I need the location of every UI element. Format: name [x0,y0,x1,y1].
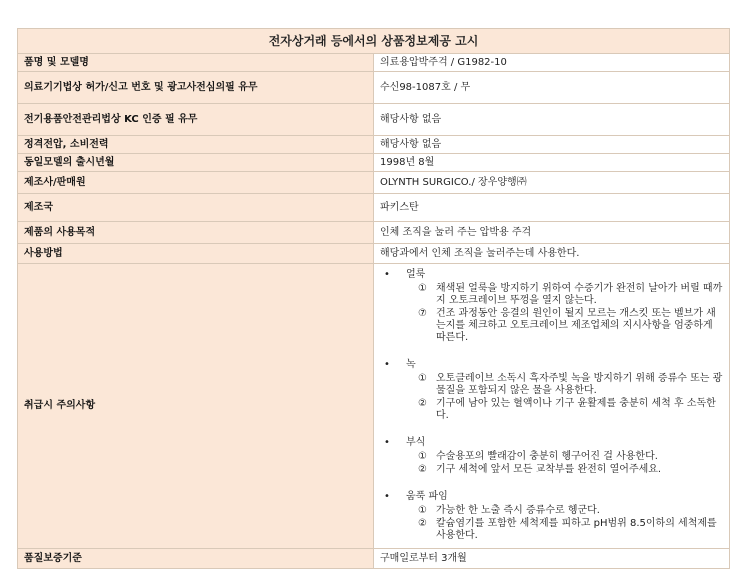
item-number: ⑦ [418,308,427,319]
bullet-icon: • [384,269,390,280]
item-number: ② [418,518,427,529]
section-gap [380,344,723,354]
table-row [18,104,730,136]
item-number: ① [418,451,427,462]
care-label: 취급시 주의사항 [18,264,374,549]
item-text: 채색된 얼룩을 방지하기 위하여 수증기가 완전히 날아가 버릴 때까지 오토크레이브 뚜껑을 열지 않는다. [436,283,723,306]
bullet-icon: • [384,491,390,502]
item-text: 수술용포의 빨래감이 충분히 헹구어진 걸 사용한다. [436,451,658,462]
product-info-table [17,28,730,569]
row-value: 인체 조직을 눌러 주는 압박용 주걱 [374,222,730,244]
care-section [380,490,723,542]
care-section-title: 부식 [406,437,426,448]
product-info-notice [17,28,730,569]
page-title: 전자상거래 등에서의 상품정보제공 고시 [18,29,730,54]
item-text: 오토클레이브 소독시 흑자주빛 녹을 방지하기 위해 증류수 또는 광물질을 포함되지 않은 물을 사용한다. [436,373,723,396]
care-section [380,268,723,344]
bullet-icon: • [384,437,390,448]
item-text: 칼슘염기를 포함한 세척제를 피하고 pH범위 8.5이하의 세척제를 사용한다. [436,518,717,541]
list-item [418,505,723,517]
item-number: ① [418,505,427,516]
row-label: 사용방법 [18,244,374,264]
row-value: 해당사항 없음 [374,104,730,136]
row-label: 정격전압, 소비전력 [18,136,374,154]
section-gap [380,422,723,432]
table-row [18,194,730,222]
care-section-title: 얼룩 [406,269,426,280]
row-value: 수신98-1087호 / 무 [374,72,730,104]
warranty-row [18,549,730,569]
item-number: ② [418,464,427,475]
item-text: 건조 과정동안 응결의 원인이 될지 모르는 개스킷 또는 벨브가 새는지를 체크하고 오토크레이브 제조업체의 지시사항을 엄중하게 따른다. [436,308,716,343]
warranty-label: 품질보증기준 [18,549,374,569]
list-item [418,518,723,542]
care-item-list [380,505,723,542]
care-row [18,264,730,549]
list-item [418,308,723,344]
row-value: 1998년 8월 [374,154,730,172]
table-title-row [18,29,730,54]
list-item [418,464,723,476]
item-number: ① [418,283,427,294]
table-row [18,54,730,72]
row-value: 해당과에서 인체 조직을 눌러주는데 사용한다. [374,244,730,264]
bullet-icon: • [384,359,390,370]
item-text: 기구에 남아 있는 혈액이나 기구 윤활제를 충분히 세척 후 소독한다. [436,398,716,421]
care-item-list [380,283,723,344]
care-section [380,358,723,422]
row-label: 의료기기법상 허가/신고 번호 및 광고사전심의필 유무 [18,72,374,104]
item-text: 기구 세척에 앞서 모든 교착부를 완전히 열어주세요. [436,464,662,475]
table-row [18,136,730,154]
row-value: 파키스탄 [374,194,730,222]
row-label: 제품의 사용목적 [18,222,374,244]
care-content [374,264,730,549]
care-section-header [380,436,723,450]
list-item [418,451,723,463]
row-value: 해당사항 없음 [374,136,730,154]
care-section-title: 움푹 파임 [406,491,448,502]
list-item [418,373,723,397]
item-number: ② [418,398,427,409]
table-row [18,72,730,104]
section-gap [380,476,723,486]
row-value: OLYNTH SURGICO./ 장우양행㈜ [374,172,730,194]
table-row [18,172,730,194]
care-section-header [380,490,723,504]
row-label: 동일모델의 출시년월 [18,154,374,172]
care-section-header [380,268,723,282]
table-row [18,244,730,264]
care-section-title: 녹 [406,359,416,370]
list-item [418,283,723,307]
row-label: 품명 및 모델명 [18,54,374,72]
item-text: 가능한 한 노출 즉시 증류수로 헹군다. [436,505,600,516]
table-row [18,154,730,172]
row-value: 의료용압박주걱 / G1982-10 [374,54,730,72]
care-section [380,436,723,476]
table-row [18,222,730,244]
care-section-list [380,268,723,542]
list-item [418,398,723,422]
row-label: 제조사/판매원 [18,172,374,194]
care-section-header [380,358,723,372]
care-item-list [380,373,723,422]
warranty-value: 구매일로부터 3개월 [374,549,730,569]
item-number: ① [418,373,427,384]
row-label: 제조국 [18,194,374,222]
care-item-list [380,451,723,476]
row-label: 전기용품안전관리법상 KC 인증 필 유무 [18,104,374,136]
